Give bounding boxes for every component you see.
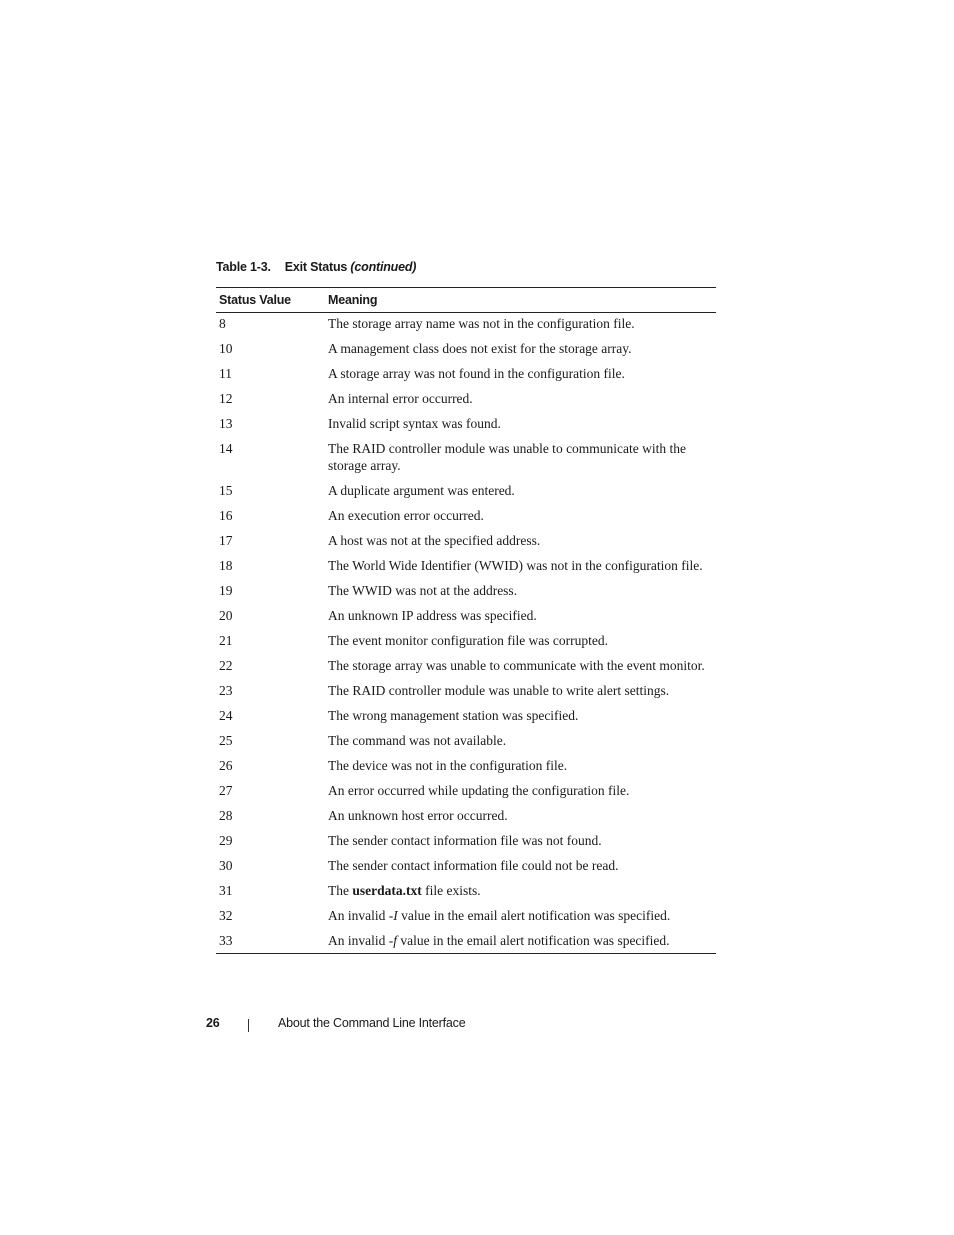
meaning-cell: A management class does not exist for the storage array.	[328, 341, 632, 356]
table-row	[216, 681, 716, 706]
status-value-cell: 32	[219, 908, 233, 923]
meaning-cell: An error occurred while updating the configuration file.	[328, 783, 630, 798]
meaning-cell: The sender contact information file was not found.	[328, 833, 602, 848]
table-header-row	[216, 288, 716, 313]
meaning-text-part: I	[393, 908, 398, 923]
table-caption-continued: (continued)	[350, 260, 417, 274]
status-value-cell: 16	[219, 508, 233, 523]
table-row	[216, 339, 716, 364]
table-row	[216, 906, 716, 931]
status-value-cell: 33	[219, 933, 233, 948]
meaning-cell: The WWID was not at the address.	[328, 583, 518, 598]
table-row	[216, 481, 716, 506]
status-value-cell: 25	[219, 733, 233, 748]
table-row	[216, 313, 716, 340]
table-caption	[216, 260, 416, 274]
status-value-cell: 27	[219, 783, 233, 798]
header-status-value: Status Value	[216, 288, 325, 313]
header-meaning: Meaning	[325, 288, 716, 313]
footer-section-title: About the Command Line Interface	[278, 1016, 466, 1030]
status-value-cell: 29	[219, 833, 233, 848]
meaning-text-part: value in the email alert notification was specified.	[397, 908, 671, 923]
meaning-text-part: An invalid -	[328, 933, 394, 948]
table-row	[216, 556, 716, 581]
table-row	[216, 389, 716, 414]
meaning-cell: A host was not at the specified address.	[328, 533, 541, 548]
meaning-text-part: userdata.txt	[352, 883, 422, 898]
meaning-cell: An execution error occurred.	[328, 508, 484, 523]
status-value-cell: 10	[219, 341, 233, 356]
meaning-cell: The command was not available.	[328, 733, 507, 748]
meaning-cell: A storage array was not found in the configuration file.	[328, 366, 625, 381]
table-row	[216, 656, 716, 681]
meaning-text-part: value in the email alert notification was specified.	[397, 933, 670, 948]
status-value-cell: 15	[219, 483, 233, 498]
status-value-cell: 30	[219, 858, 233, 873]
meaning-cell: An unknown host error occurred.	[328, 808, 508, 823]
meaning-cell: The storage array was unable to communicate with the event monitor.	[328, 658, 705, 673]
table-row	[216, 881, 716, 906]
table-row	[216, 931, 716, 953]
status-value-cell: 8	[219, 316, 226, 331]
exit-status-table	[216, 287, 716, 954]
meaning-cell: The wrong management station was specified.	[328, 708, 579, 723]
meaning-cell: The event monitor configuration file was corrupted.	[328, 633, 609, 648]
meaning-cell: The sender contact information file could not be read.	[328, 858, 619, 873]
meaning-cell: An unknown IP address was specified.	[328, 608, 537, 623]
status-value-cell: 20	[219, 608, 233, 623]
status-value-cell: 23	[219, 683, 233, 698]
table-row	[216, 831, 716, 856]
meaning-cell	[325, 906, 716, 931]
status-value-cell: 24	[219, 708, 233, 723]
table-row	[216, 781, 716, 806]
table-row	[216, 506, 716, 531]
status-value-cell: 11	[219, 366, 232, 381]
meaning-text-part: An invalid -	[328, 908, 394, 923]
table-row	[216, 756, 716, 781]
table-caption-title: Exit Status	[284, 260, 348, 274]
table-row	[216, 364, 716, 389]
meaning-cell: The RAID controller module was unable to communicate with the storage array.	[328, 441, 687, 473]
meaning-cell: Invalid script syntax was found.	[328, 416, 501, 431]
table-row	[216, 631, 716, 656]
table-row	[216, 806, 716, 831]
status-value-cell: 17	[219, 533, 233, 548]
status-value-cell: 22	[219, 658, 233, 673]
meaning-cell: The World Wide Identifier (WWID) was not in the configuration file.	[328, 558, 703, 573]
meaning-text-part: f	[393, 933, 398, 948]
meaning-cell: The RAID controller module was unable to write alert settings.	[328, 683, 670, 698]
table-caption-label: Table 1-3.	[216, 260, 271, 274]
status-value-cell: 19	[219, 583, 233, 598]
status-value-cell: 12	[219, 391, 233, 406]
page-footer	[0, 1016, 954, 1036]
table-row	[216, 731, 716, 756]
page-number: 26	[206, 1016, 220, 1030]
status-value-cell: 18	[219, 558, 233, 573]
status-value-cell: 14	[219, 441, 233, 456]
status-value-cell: 28	[219, 808, 233, 823]
table-row	[216, 439, 716, 481]
table-row	[216, 856, 716, 881]
status-value-cell: 13	[219, 416, 233, 431]
footer-divider	[248, 1019, 249, 1032]
meaning-cell: The storage array name was not in the configuration file.	[328, 316, 635, 331]
meaning-text-part: The	[328, 883, 353, 898]
meaning-cell	[325, 881, 716, 906]
status-value-cell: 31	[219, 883, 233, 898]
table-body	[216, 313, 716, 954]
table-row	[216, 531, 716, 556]
status-value-cell: 26	[219, 758, 233, 773]
table-row	[216, 581, 716, 606]
table-row	[216, 414, 716, 439]
status-value-cell: 21	[219, 633, 233, 648]
meaning-text-part: file exists.	[421, 883, 481, 898]
table-row	[216, 606, 716, 631]
table-row	[216, 706, 716, 731]
meaning-cell: A duplicate argument was entered.	[328, 483, 515, 498]
meaning-cell: An internal error occurred.	[328, 391, 473, 406]
meaning-cell	[325, 931, 716, 953]
meaning-cell: The device was not in the configuration file.	[328, 758, 568, 773]
